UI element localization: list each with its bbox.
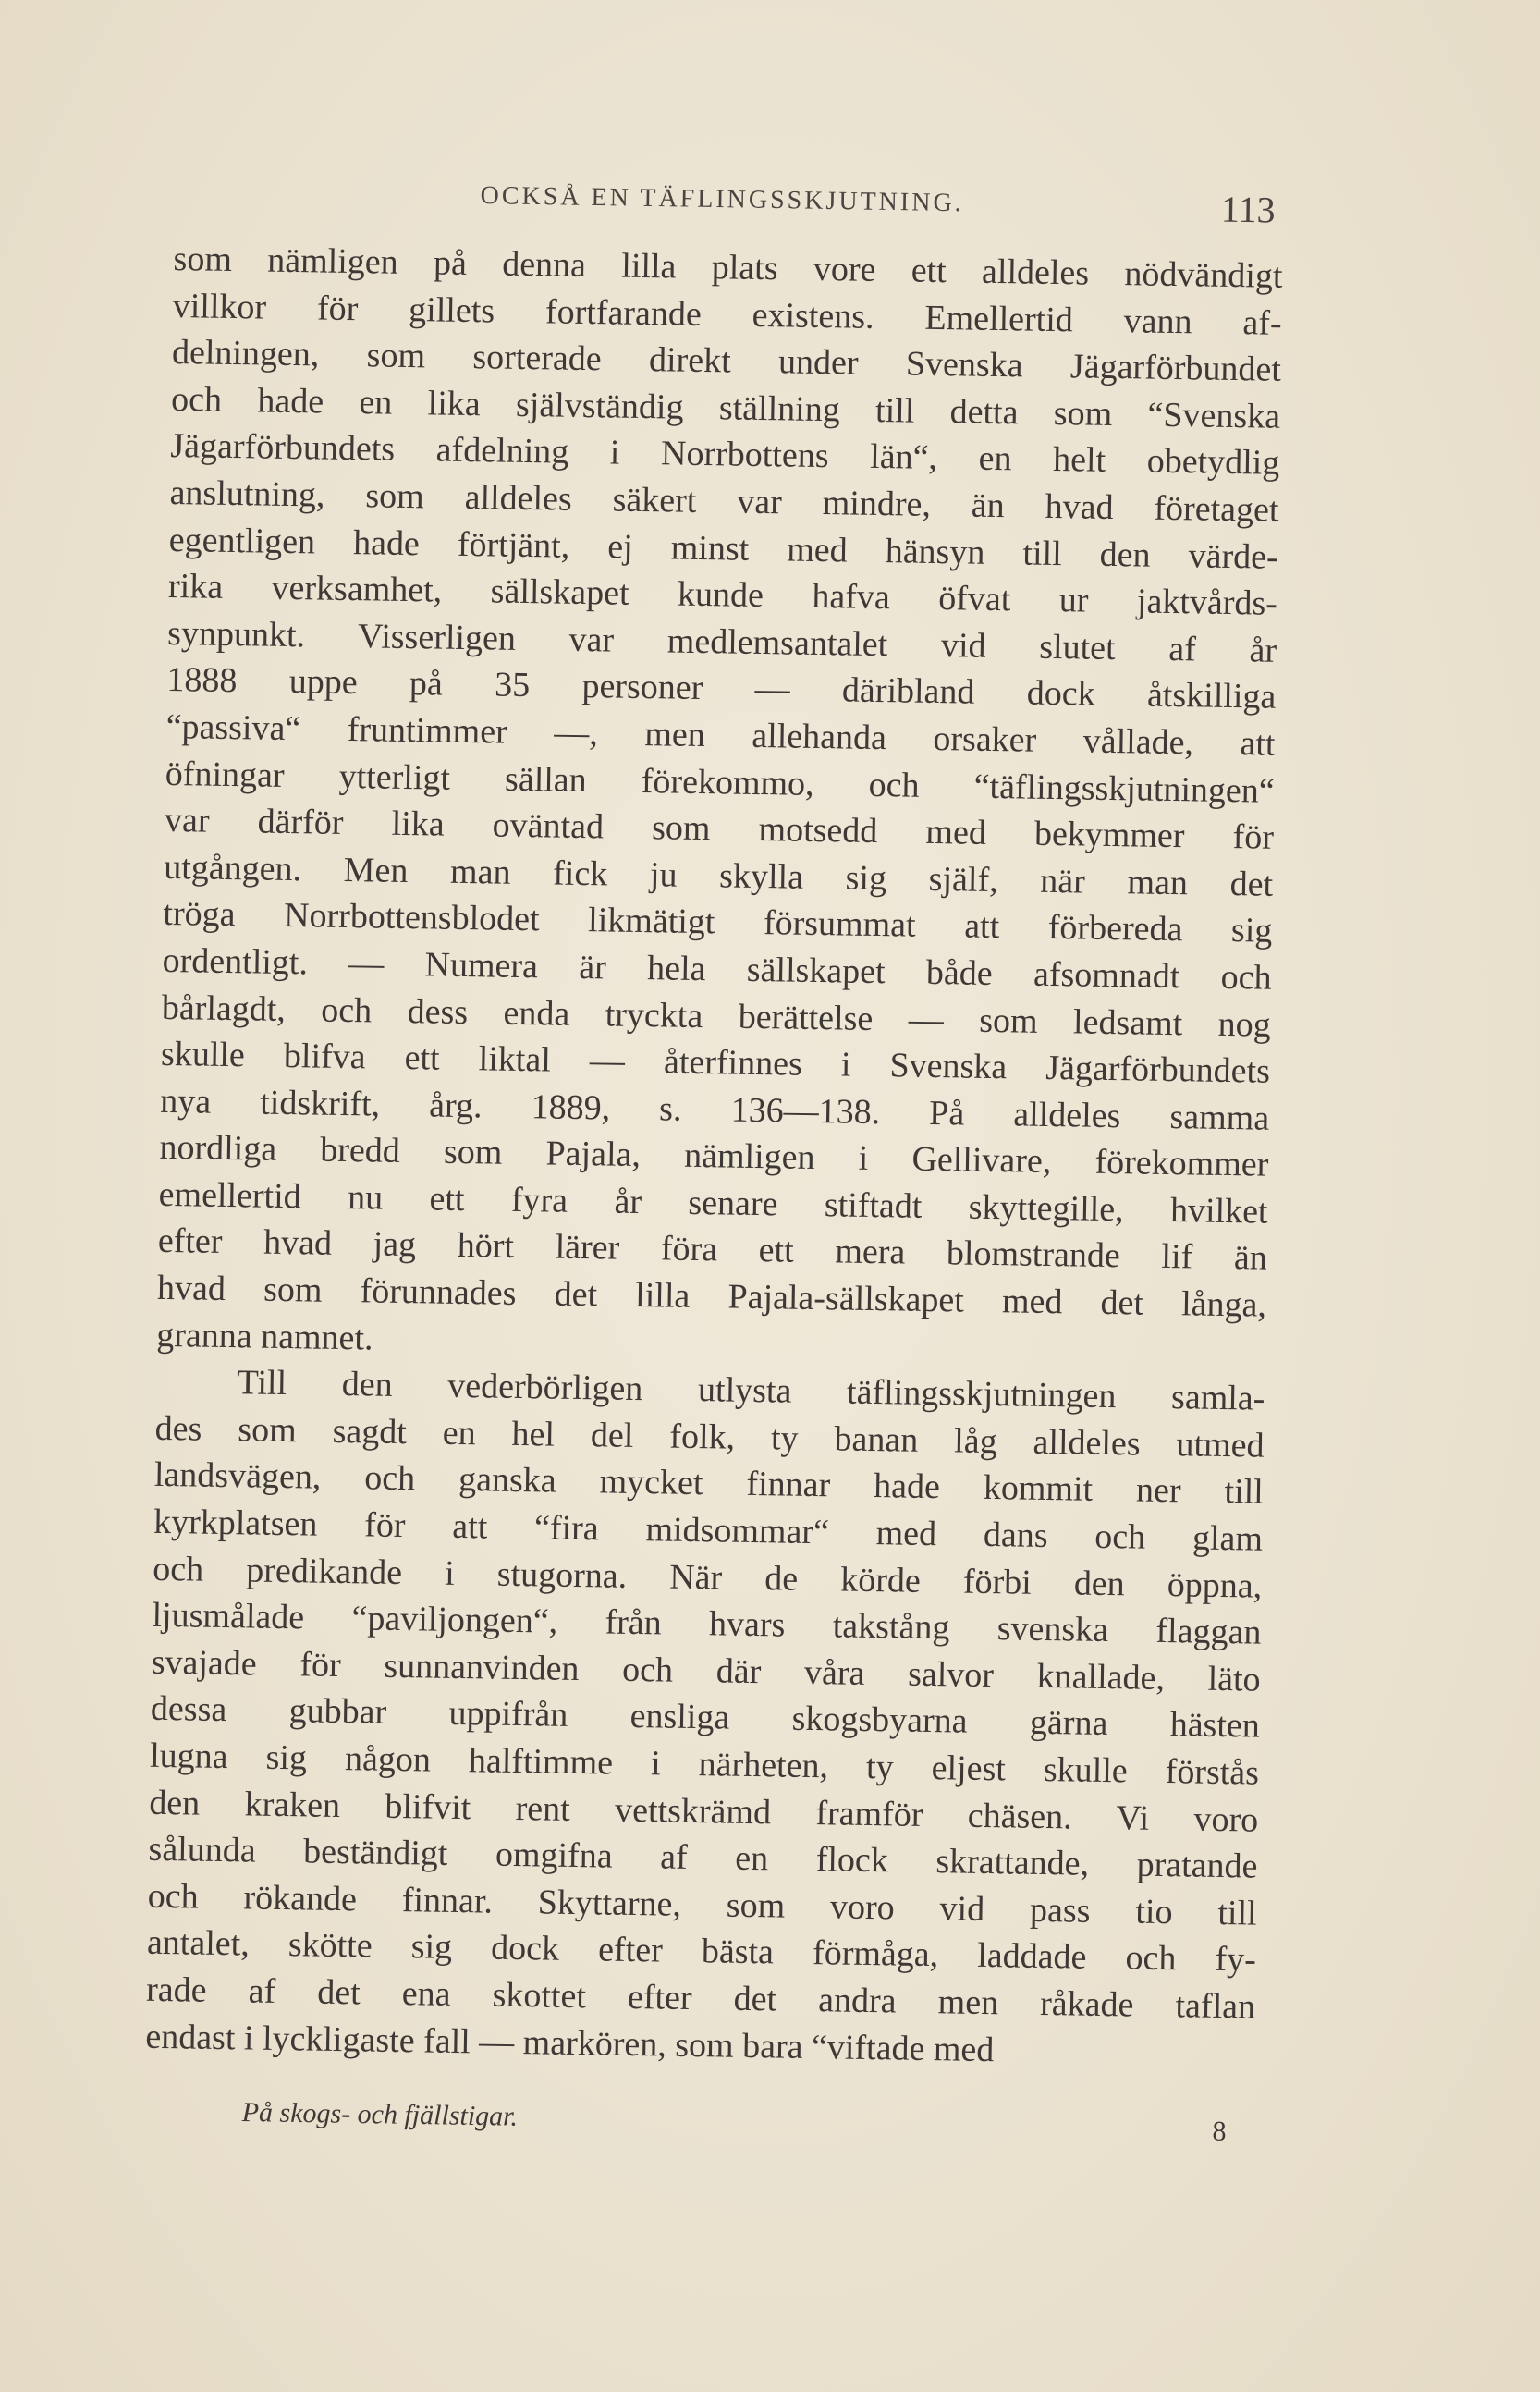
text-line: antalet, skötte sig dock efter bästa förmåga, laddade och fy- [146,1923,1257,1980]
text-line: Till den vederbörligen utlysta täflingsskjutningen samla- [237,1363,1265,1418]
text-line: kyrkplatsen för att “fira midsommar“ med dans och glam [153,1502,1264,1559]
text-line: granna namnet. [155,1315,373,1358]
text-line: des som sagdt en hel del folk, ty banan låg alldeles utmed [154,1408,1265,1466]
paragraph [156,236,1283,1376]
text-line: och predikande i stugorna. När de körde förbi den öppna, [153,1549,1263,1606]
text-line: svajade för sunnanvinden och där våra salvor knallade, läto [151,1642,1261,1699]
text-line: bårlagdt, och dess enda tryckta berättelse — som ledsamt nog [161,987,1272,1045]
text-line: och hade en lika självständig ställning till detta som “Svenska [170,379,1281,436]
text-line: 1888 uppe på 35 personer — däribland dock åtskilliga [166,660,1277,718]
footer-source-title: På skogs- och fjällstigar. [241,2097,519,2132]
text-line: emellertid nu ett fyra år senare stiftadt skyttegille, hvilket [158,1174,1268,1232]
text-line: rade af det ena skottet efter det andra men råkade taflan [145,1969,1256,2027]
text-line: och rökande finnar. Skyttarne, som voro vid pass tio till [147,1876,1257,1933]
text-line: sålunda beständigt omgifna af en flock skrattande, pratande [148,1829,1258,1886]
text-line: “passiva“ fruntimmer —, men allehanda orsaker vållade, att [165,706,1276,764]
text-line: villkor för gillets fortfarande existens. Emellertid vann af- [172,286,1282,343]
text-line: rika verksamhet, sällskapet kunde hafva öfvat ur jaktvårds- [167,567,1278,623]
text-line: egentligen hade förtjänt, ej minst med hänsyn till den värde- [168,520,1279,577]
text-line: landsvägen, och ganska mycket finnar hade kommit ner till [153,1455,1265,1513]
text-line: endast i lyckligaste fall — markören, som bara “viftade med [145,2017,995,2069]
text-line: den kraken blifvit rent vettskrämd framför chäsen. Vi voro [149,1783,1259,1840]
text-line: skulle blifva ett liktal — återfinnes i Svenska Jägarförbundets [160,1034,1271,1091]
text-line: öfningar ytterligt sällan förekommo, och “täflingsskjutningen“ [165,754,1276,811]
paragraph [145,1358,1265,2078]
text-line: var därför lika oväntad som motsedd med bekymmer för [164,801,1275,857]
text-line: dessa gubbar uppifrån ensliga skogsbyarna gärna hästen [150,1689,1261,1747]
text-line: utgången. Men man fick ju skylla sig själf, när man det [163,847,1274,904]
text-line: nya tidskrift, årg. 1889, s. 136—138. På alldeles samma [159,1081,1270,1138]
text-line: tröga Norrbottensblodet likmätigt försummat att förbereda sig [163,894,1273,951]
text-line: som nämligen på denna lilla plats vore ett alldeles nödvändigt [173,239,1283,296]
running-title: OCKSÅ EN TÄFLINGSSKJUTNING. [480,180,964,218]
text-line: lugna sig någon halftimme i närheten, ty eljest skulle förstås [149,1736,1260,1793]
text-line: ordentligt. — Numera är hela sällskapet både afsomnadt och [162,940,1272,998]
text-line: anslutning, som alldeles säkert var mindre, än hvad företaget [169,472,1279,530]
text-line: hvad som förunnades det lilla Pajala-sällskapet med det långa, [156,1268,1267,1325]
text-line: efter hvad jag hört lärer föra ett mera blomstrande lif än [157,1221,1268,1279]
text-line: synpunkt. Visserligen var medlemsantalet vid slutet af år [166,613,1277,670]
page-footer [241,2097,1227,2159]
running-head [480,176,1276,235]
text-line: ljusmålade “paviljongen“, från hvars takstång svenska flaggan [152,1596,1262,1652]
body-text [145,236,1283,2078]
printer-signature-mark: 8 [1212,2116,1227,2147]
page-number: 113 [1220,188,1276,231]
text-line: delningen, som sorterade direkt under Svenska Jägarförbundet [171,333,1282,390]
text-line: Jägarförbundets afdelning i Norrbottens län“, en helt obetydlig [170,426,1280,484]
text-line: nordliga bredd som Pajala, nämligen i Gellivare, förekommer [159,1128,1269,1185]
